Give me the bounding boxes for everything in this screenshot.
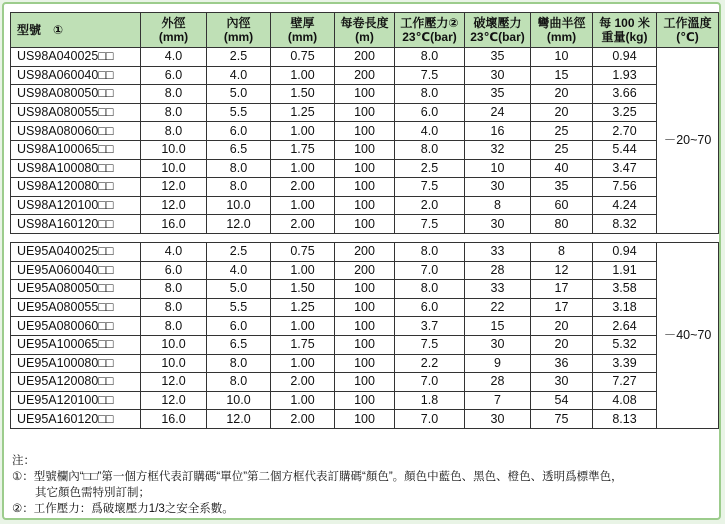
- cell-model: US98A060040□□: [11, 66, 141, 85]
- header-inner-diameter: 內徑 (mm): [207, 13, 271, 48]
- cell-working-pressure: 7.0: [395, 373, 465, 392]
- cell-weight: 3.25: [593, 103, 657, 122]
- cell-inner-diameter: 2.5: [207, 48, 271, 67]
- cell-outer-diameter: 8.0: [141, 122, 207, 141]
- cell-bend-radius: 36: [531, 354, 593, 373]
- cell-wall-thickness: 2.00: [271, 373, 335, 392]
- table-row: [11, 317, 719, 336]
- cell-weight: 2.64: [593, 317, 657, 336]
- cell-working-pressure: 6.0: [395, 103, 465, 122]
- cell-wall-thickness: 1.00: [271, 159, 335, 178]
- cell-burst-pressure: 30: [465, 215, 531, 234]
- cell-outer-diameter: 6.0: [141, 261, 207, 280]
- cell-bend-radius: 12: [531, 261, 593, 280]
- cell-burst-pressure: 35: [465, 85, 531, 104]
- cell-burst-pressure: 15: [465, 317, 531, 336]
- cell-weight: 3.18: [593, 298, 657, 317]
- cell-outer-diameter: 12.0: [141, 196, 207, 215]
- cell-inner-diameter: 5.5: [207, 298, 271, 317]
- table-row: [11, 298, 719, 317]
- cell-working-pressure: 8.0: [395, 280, 465, 299]
- cell-burst-pressure: 22: [465, 298, 531, 317]
- table-row: [11, 103, 719, 122]
- cell-model: US98A100080□□: [11, 159, 141, 178]
- cell-roll-length: 200: [335, 66, 395, 85]
- notes-title: 注：: [12, 455, 35, 467]
- cell-roll-length: 100: [335, 140, 395, 159]
- cell-bend-radius: 54: [531, 391, 593, 410]
- note-1: ①：型號欄內“□□”第一個方框代表訂購碼“單位”第二個方框代表訂購碼“顏色”。顏色中藍色、黑色、橙色、透明爲標準色，: [12, 471, 623, 483]
- cell-model: US98A100065□□: [11, 140, 141, 159]
- cell-roll-length: 100: [335, 159, 395, 178]
- cell-working-pressure: 2.2: [395, 354, 465, 373]
- cell-burst-pressure: 30: [465, 66, 531, 85]
- cell-inner-diameter: 8.0: [207, 178, 271, 197]
- cell-roll-length: 100: [335, 335, 395, 354]
- cell-model: US98A160120□□: [11, 215, 141, 234]
- table-row: [11, 280, 719, 299]
- cell-outer-diameter: 10.0: [141, 140, 207, 159]
- cell-outer-diameter: 16.0: [141, 410, 207, 429]
- cell-working-pressure: 1.8: [395, 391, 465, 410]
- cell-inner-diameter: 2.5: [207, 242, 271, 261]
- cell-roll-length: 100: [335, 103, 395, 122]
- cell-weight: 3.47: [593, 159, 657, 178]
- cell-roll-length: 100: [335, 354, 395, 373]
- cell-bend-radius: 30: [531, 373, 593, 392]
- cell-burst-pressure: 30: [465, 410, 531, 429]
- cell-inner-diameter: 5.0: [207, 85, 271, 104]
- cell-wall-thickness: 1.50: [271, 85, 335, 104]
- cell-weight: 4.08: [593, 391, 657, 410]
- cell-model: US98A080050□□: [11, 85, 141, 104]
- table-row: [11, 85, 719, 104]
- note-1-cont: 其它顏色需特別訂制；: [12, 487, 150, 499]
- cell-wall-thickness: 1.00: [271, 317, 335, 336]
- cell-wall-thickness: 1.00: [271, 354, 335, 373]
- cell-wall-thickness: 1.00: [271, 261, 335, 280]
- cell-outer-diameter: 6.0: [141, 66, 207, 85]
- cell-weight: 2.70: [593, 122, 657, 141]
- table-row: [11, 391, 719, 410]
- cell-bend-radius: 35: [531, 178, 593, 197]
- table-row: [11, 261, 719, 280]
- header-wall-thickness: 壁厚 (mm): [271, 13, 335, 48]
- cell-wall-thickness: 1.00: [271, 196, 335, 215]
- cell-outer-diameter: 12.0: [141, 391, 207, 410]
- cell-model: UE95A100065□□: [11, 335, 141, 354]
- cell-burst-pressure: 30: [465, 335, 531, 354]
- cell-outer-diameter: 8.0: [141, 317, 207, 336]
- table-row: [11, 373, 719, 392]
- cell-working-pressure: 7.0: [395, 410, 465, 429]
- cell-working-pressure: 2.5: [395, 159, 465, 178]
- cell-working-pressure: 8.0: [395, 85, 465, 104]
- cell-inner-diameter: 8.0: [207, 159, 271, 178]
- cell-wall-thickness: 1.25: [271, 298, 335, 317]
- cell-outer-diameter: 4.0: [141, 242, 207, 261]
- cell-wall-thickness: 1.00: [271, 122, 335, 141]
- cell-bend-radius: 60: [531, 196, 593, 215]
- cell-outer-diameter: 8.0: [141, 103, 207, 122]
- table-row: [11, 178, 719, 197]
- cell-burst-pressure: 30: [465, 178, 531, 197]
- cell-outer-diameter: 10.0: [141, 354, 207, 373]
- cell-model: UE95A060040□□: [11, 261, 141, 280]
- cell-working-pressure: 7.5: [395, 335, 465, 354]
- cell-weight: 7.27: [593, 373, 657, 392]
- cell-burst-pressure: 28: [465, 261, 531, 280]
- cell-roll-length: 200: [335, 48, 395, 67]
- cell-wall-thickness: 1.00: [271, 391, 335, 410]
- cell-inner-diameter: 6.5: [207, 335, 271, 354]
- cell-wall-thickness: 0.75: [271, 242, 335, 261]
- table-row: [11, 159, 719, 178]
- cell-outer-diameter: 12.0: [141, 178, 207, 197]
- cell-working-pressure: 7.5: [395, 66, 465, 85]
- cell-inner-diameter: 4.0: [207, 261, 271, 280]
- cell-roll-length: 100: [335, 122, 395, 141]
- cell-roll-length: 100: [335, 317, 395, 336]
- table-row: [11, 354, 719, 373]
- spec-table: [10, 12, 719, 429]
- table-row: [11, 122, 719, 141]
- cell-outer-diameter: 8.0: [141, 85, 207, 104]
- cell-burst-pressure: 33: [465, 242, 531, 261]
- cell-wall-thickness: 1.75: [271, 140, 335, 159]
- cell-wall-thickness: 2.00: [271, 410, 335, 429]
- cell-wall-thickness: 2.00: [271, 178, 335, 197]
- cell-weight: 0.94: [593, 242, 657, 261]
- cell-outer-diameter: 10.0: [141, 335, 207, 354]
- cell-bend-radius: 8: [531, 242, 593, 261]
- cell-model: UE95A080055□□: [11, 298, 141, 317]
- cell-bend-radius: 40: [531, 159, 593, 178]
- table-row: [11, 140, 719, 159]
- cell-outer-diameter: 10.0: [141, 159, 207, 178]
- cell-roll-length: 100: [335, 178, 395, 197]
- cell-roll-length: 200: [335, 242, 395, 261]
- table-row: [11, 66, 719, 85]
- cell-burst-pressure: 28: [465, 373, 531, 392]
- header-row: [11, 13, 719, 48]
- cell-weight: 3.39: [593, 354, 657, 373]
- cell-working-pressure: 8.0: [395, 242, 465, 261]
- cell-roll-length: 100: [335, 280, 395, 299]
- cell-working-pressure: 6.0: [395, 298, 465, 317]
- cell-bend-radius: 20: [531, 103, 593, 122]
- cell-inner-diameter: 8.0: [207, 373, 271, 392]
- cell-model: US98A040025□□: [11, 48, 141, 67]
- notes: [12, 453, 623, 517]
- cell-wall-thickness: 0.75: [271, 48, 335, 67]
- cell-working-pressure: 2.0: [395, 196, 465, 215]
- cell-weight: 3.58: [593, 280, 657, 299]
- cell-model: US98A120100□□: [11, 196, 141, 215]
- cell-working-pressure: 8.0: [395, 48, 465, 67]
- header-working-pressure: 工作壓力② 23℃(bar): [395, 13, 465, 48]
- cell-weight: 1.93: [593, 66, 657, 85]
- cell-weight: 4.24: [593, 196, 657, 215]
- cell-burst-pressure: 32: [465, 140, 531, 159]
- header-outer-diameter: 外徑 (mm): [141, 13, 207, 48]
- page-frame: [2, 2, 721, 520]
- header-bend-radius: 彎曲半徑 (mm): [531, 13, 593, 48]
- cell-inner-diameter: 10.0: [207, 391, 271, 410]
- cell-burst-pressure: 7: [465, 391, 531, 410]
- cell-model: UE95A080050□□: [11, 280, 141, 299]
- cell-burst-pressure: 10: [465, 159, 531, 178]
- cell-bend-radius: 10: [531, 48, 593, 67]
- cell-working-temperature: －40~70: [657, 242, 719, 428]
- cell-wall-thickness: 1.50: [271, 280, 335, 299]
- header-burst-pressure: 破壞壓力 23℃(bar): [465, 13, 531, 48]
- cell-model: UE95A040025□□: [11, 242, 141, 261]
- table-row: [11, 48, 719, 67]
- cell-inner-diameter: 6.0: [207, 122, 271, 141]
- cell-burst-pressure: 33: [465, 280, 531, 299]
- header-model: 型號 ①: [11, 13, 141, 48]
- cell-roll-length: 100: [335, 196, 395, 215]
- cell-burst-pressure: 24: [465, 103, 531, 122]
- cell-weight: 8.13: [593, 410, 657, 429]
- cell-bend-radius: 25: [531, 122, 593, 141]
- cell-inner-diameter: 4.0: [207, 66, 271, 85]
- cell-inner-diameter: 5.5: [207, 103, 271, 122]
- cell-roll-length: 100: [335, 85, 395, 104]
- cell-weight: 7.56: [593, 178, 657, 197]
- header-weight: 每 100 米 重量(kg): [593, 13, 657, 48]
- cell-inner-diameter: 6.0: [207, 317, 271, 336]
- separator-cell: [11, 233, 719, 242]
- cell-working-pressure: 7.5: [395, 215, 465, 234]
- table-row: [11, 410, 719, 429]
- cell-bend-radius: 25: [531, 140, 593, 159]
- cell-burst-pressure: 8: [465, 196, 531, 215]
- cell-outer-diameter: 8.0: [141, 298, 207, 317]
- cell-bend-radius: 75: [531, 410, 593, 429]
- cell-weight: 5.44: [593, 140, 657, 159]
- cell-outer-diameter: 16.0: [141, 215, 207, 234]
- cell-wall-thickness: 1.25: [271, 103, 335, 122]
- cell-outer-diameter: 4.0: [141, 48, 207, 67]
- cell-roll-length: 100: [335, 391, 395, 410]
- cell-working-pressure: 8.0: [395, 140, 465, 159]
- cell-roll-length: 100: [335, 298, 395, 317]
- cell-bend-radius: 17: [531, 298, 593, 317]
- cell-wall-thickness: 1.75: [271, 335, 335, 354]
- header-roll-length: 每卷長度 (m): [335, 13, 395, 48]
- cell-inner-diameter: 6.5: [207, 140, 271, 159]
- cell-inner-diameter: 8.0: [207, 354, 271, 373]
- cell-wall-thickness: 2.00: [271, 215, 335, 234]
- cell-wall-thickness: 1.00: [271, 66, 335, 85]
- cell-model: UE95A120080□□: [11, 373, 141, 392]
- cell-bend-radius: 20: [531, 85, 593, 104]
- cell-burst-pressure: 9: [465, 354, 531, 373]
- header-working-temperature: 工作溫度 (℃): [657, 13, 719, 48]
- cell-working-pressure: 4.0: [395, 122, 465, 141]
- cell-working-temperature: －20~70: [657, 48, 719, 234]
- cell-working-pressure: 7.0: [395, 261, 465, 280]
- cell-inner-diameter: 12.0: [207, 410, 271, 429]
- note-2: ②：工作壓力：爲破壞壓力1/3之安全系數。: [12, 503, 234, 515]
- cell-inner-diameter: 12.0: [207, 215, 271, 234]
- table-row: [11, 196, 719, 215]
- spec-body: [11, 48, 719, 429]
- cell-working-pressure: 7.5: [395, 178, 465, 197]
- cell-weight: 8.32: [593, 215, 657, 234]
- cell-bend-radius: 20: [531, 335, 593, 354]
- cell-weight: 5.32: [593, 335, 657, 354]
- table-row: [11, 335, 719, 354]
- cell-model: UE95A100080□□: [11, 354, 141, 373]
- cell-roll-length: 100: [335, 373, 395, 392]
- cell-model: US98A120080□□: [11, 178, 141, 197]
- cell-model: UE95A160120□□: [11, 410, 141, 429]
- cell-burst-pressure: 16: [465, 122, 531, 141]
- cell-roll-length: 200: [335, 261, 395, 280]
- cell-bend-radius: 20: [531, 317, 593, 336]
- cell-bend-radius: 80: [531, 215, 593, 234]
- cell-model: UE95A080060□□: [11, 317, 141, 336]
- cell-weight: 3.66: [593, 85, 657, 104]
- group-separator: [11, 233, 719, 242]
- cell-outer-diameter: 12.0: [141, 373, 207, 392]
- cell-working-pressure: 3.7: [395, 317, 465, 336]
- cell-model: US98A080055□□: [11, 103, 141, 122]
- table-row: [11, 242, 719, 261]
- cell-inner-diameter: 10.0: [207, 196, 271, 215]
- cell-inner-diameter: 5.0: [207, 280, 271, 299]
- cell-model: UE95A120100□□: [11, 391, 141, 410]
- cell-roll-length: 100: [335, 410, 395, 429]
- table-row: [11, 215, 719, 234]
- cell-weight: 0.94: [593, 48, 657, 67]
- cell-roll-length: 100: [335, 215, 395, 234]
- cell-model: US98A080060□□: [11, 122, 141, 141]
- cell-weight: 1.91: [593, 261, 657, 280]
- cell-burst-pressure: 35: [465, 48, 531, 67]
- cell-bend-radius: 15: [531, 66, 593, 85]
- cell-bend-radius: 17: [531, 280, 593, 299]
- cell-outer-diameter: 8.0: [141, 280, 207, 299]
